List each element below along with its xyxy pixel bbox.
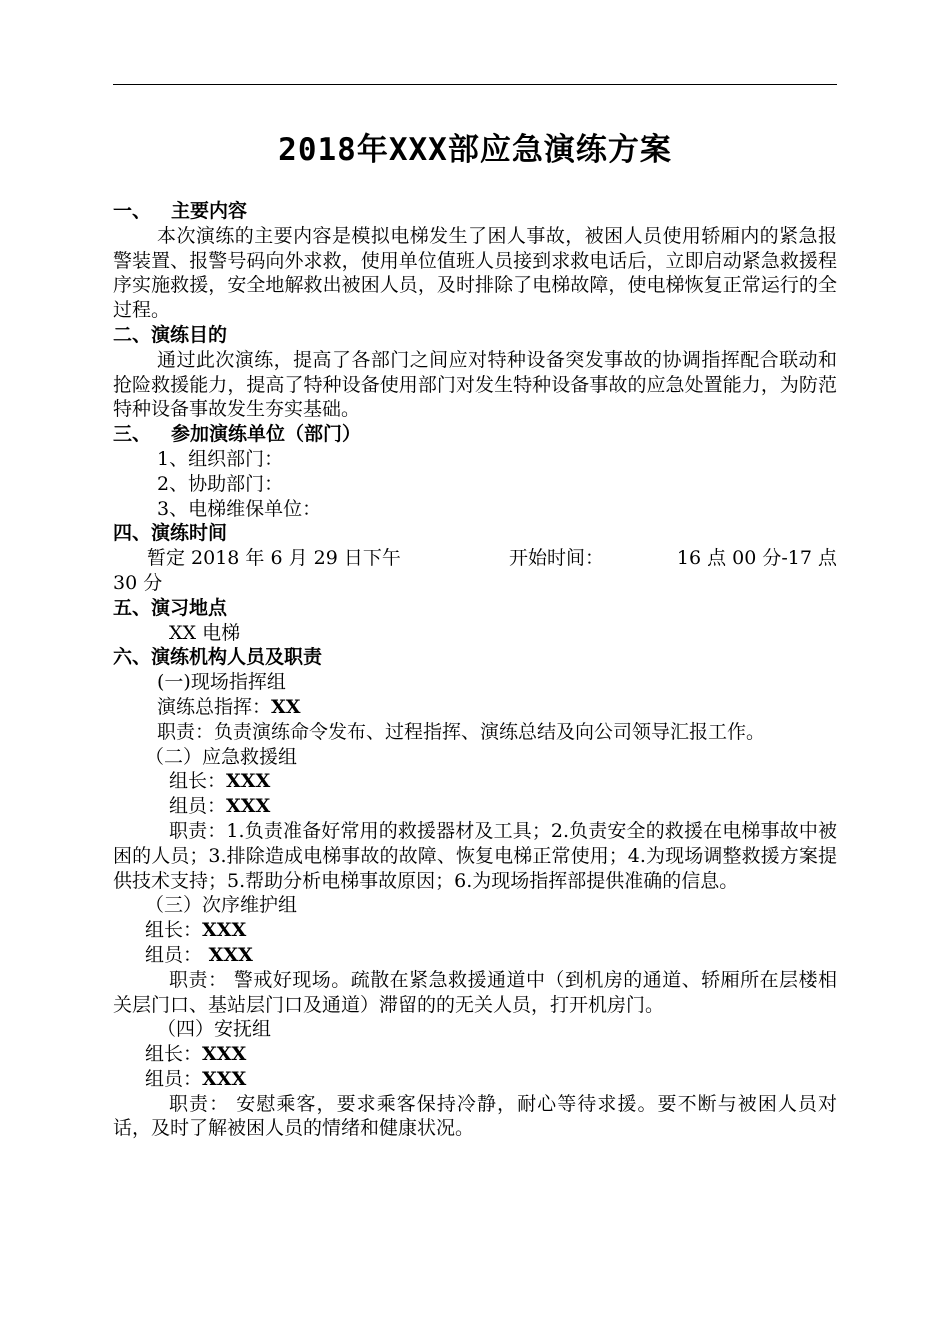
group-title-4: （四）安抚组 xyxy=(157,1018,272,1041)
document-title: 2018年XXX部应急演练方案 xyxy=(278,132,672,168)
group-title-3: （三）次序维护组 xyxy=(145,894,298,917)
member-label: 组员： xyxy=(145,943,203,966)
list-item: 3、电梯维保单位： xyxy=(157,497,322,520)
chief-label: 演练总指挥： xyxy=(157,695,272,718)
group-leader-line-3 xyxy=(113,918,837,943)
group-leader-line-4 xyxy=(113,1042,837,1067)
group-member-line-4 xyxy=(113,1067,837,1092)
section-paragraph-2: 通过此次演练，提高了各部门之间应对特种设备突发事故的协调指挥配合联动和抢险救援能力，提高了特种设备使用部门对发生特种设备事故的应急处置能力，为防范特种设备事故发生夯实基础。 xyxy=(113,348,837,421)
leader-value: XXX xyxy=(202,919,247,942)
group-title-1: (一)现场指挥组 xyxy=(157,671,286,694)
start-time-value: 16 点 00 分-17 点 xyxy=(676,547,837,570)
section-heading-3 xyxy=(113,422,837,447)
list-item: 1、组织部门： xyxy=(157,447,284,470)
section-title-3: 参加演练单位（部门） xyxy=(171,423,362,446)
section-heading-2: 二、演练目的 xyxy=(113,323,228,346)
member-value: XXX xyxy=(226,795,271,818)
leader-label: 组长： xyxy=(145,919,203,942)
member-value: XXX xyxy=(202,943,253,966)
group-duty-4: 职责： 安慰乘客，要求乘客保持冷静，耐心等待求援。要不断与被困人员对话，及时了解被困人员的情绪和健康状况。 xyxy=(113,1092,837,1140)
section-number-1: 一、 xyxy=(113,200,152,222)
chief-value: XX xyxy=(271,695,301,718)
section-paragraph-1: 本次演练的主要内容是模拟电梯发生了困人事故，被困人员使用轿厢内的紧急报警装置、报警号码向外求救，使用单位值班人员接到求救电话后，立即启动紧急救援程序实施救援，安全地解救出被困人员，及时排除了电梯故障，使电梯恢复正常运行的全过程。 xyxy=(113,224,837,322)
leader-label: 组长： xyxy=(145,1043,203,1066)
document-body xyxy=(113,199,837,1141)
section-title-1: 主要内容 xyxy=(171,200,248,222)
section-number-3: 三、 xyxy=(113,423,152,446)
header-rule xyxy=(113,84,837,85)
group-chief-line xyxy=(113,695,837,720)
start-time-continuation: 30 分 xyxy=(113,571,163,594)
group-duty-1: 职责：负责演练命令发布、过程指挥、演练总结及向公司领导汇报工作。 xyxy=(157,720,766,743)
group-member-line-2 xyxy=(113,794,837,819)
group-title-2: （二）应急救援组 xyxy=(145,745,298,768)
section-heading-1 xyxy=(113,199,837,224)
member-label: 组员： xyxy=(169,795,227,818)
drill-location: XX 电梯 xyxy=(169,621,241,644)
member-value: XXX xyxy=(202,1067,247,1090)
leader-label: 组长： xyxy=(169,770,227,793)
section-heading-5: 五、演习地点 xyxy=(113,596,228,619)
group-member-line-3 xyxy=(113,943,837,968)
group-duty-2: 职责：1.负责准备好常用的救援器材及工具；2.负责安全的救援在电梯事故中被困的人员；3.排除造成电梯事故的故障、恢复电梯正常使用；4.为现场调整救援方案提供技术支持；5.帮助分析电梯事故原因；6.为现场指挥部提供准确的信息。 xyxy=(113,819,837,892)
group-leader-line-2 xyxy=(113,769,837,794)
start-time-label: 开始时间： xyxy=(509,547,605,570)
leader-value: XXX xyxy=(202,1043,247,1066)
drill-time-row xyxy=(113,546,837,571)
leader-value: XXX xyxy=(226,770,271,793)
list-item: 2、协助部门： xyxy=(157,472,284,495)
section-heading-6: 六、演练机构人员及职责 xyxy=(113,646,323,669)
group-duty-3: 职责： 警戒好现场。疏散在紧急救援通道中（到机房的通道、轿厢所在层楼相关层门口、基站层门口及通道）滞留的的无关人员，打开机房门。 xyxy=(113,968,837,1016)
section-heading-4: 四、演练时间 xyxy=(113,522,228,545)
member-label: 组员： xyxy=(145,1067,203,1090)
drill-date: 暂定 2018 年 6 月 29 日下午 xyxy=(147,547,401,570)
